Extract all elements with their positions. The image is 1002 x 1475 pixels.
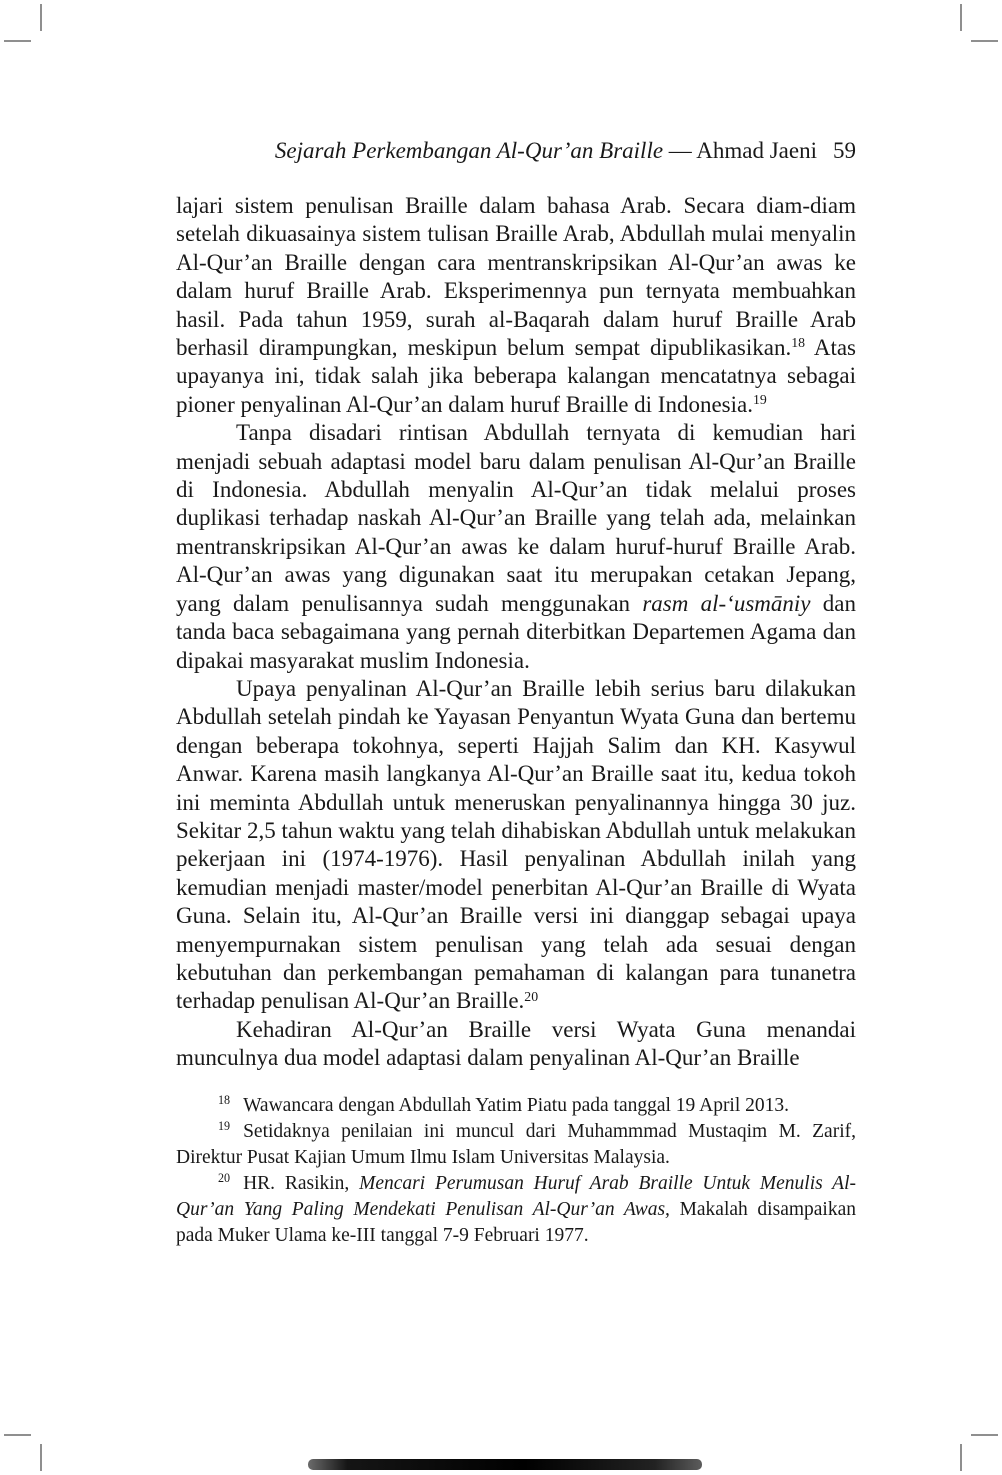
footnote-text: Setidaknya penilaian ini muncul dari Muhammmad Mustaqim M. Zarif, Direktur Pusat Kajian Umum Ilmu Islam Universitas Malaysia. [176,1120,856,1168]
running-head-title: Sejarah Perkembangan Al-Qur’an Braille [274,138,664,163]
paragraph-2 [176,419,856,675]
footnote-18 [176,1093,856,1119]
footnote-reference-19: 19 [752,392,767,408]
running-head-author: — Ahmad Jaeni [663,138,817,163]
footnote-text: Wawancara dengan Abdullah Yatim Piatu pada tanggal 19 April 2013. [243,1094,790,1116]
footnote-reference-20: 20 [524,988,539,1004]
crop-mark-bottom-left-horizontal [4,1434,31,1436]
footnote-italic-title: Mencari Perumusan Huruf Arab Braille Untuk Menulis Al-Qur’an Yang Paling Mendekati Penulisan Al-Qur’an Awas, [176,1172,856,1220]
crop-mark-bottom-right-horizontal [971,1434,998,1436]
footnote-reference-18: 18 [791,335,805,351]
footnote-20 [176,1171,856,1249]
crop-mark-top-right-vertical [960,4,962,31]
crop-mark-top-left-horizontal [4,40,31,42]
footnotes-section [176,1093,856,1249]
crop-mark-top-right-horizontal [971,40,998,42]
footnote-marker-19: 19 [218,1118,231,1133]
text-block [176,138,856,1249]
footnote-text: Makalah disampaikan pada Muker Ulama ke-III tanggal 7-9 Februari 1977. [176,1198,856,1246]
italic-term: rasm al-‘usmāniy [642,590,811,616]
paragraph-4 [176,1016,856,1073]
scan-artifact-bar [308,1459,702,1470]
footnote-text: HR. Rasikin, [243,1172,360,1194]
running-head [176,138,856,164]
footnote-19 [176,1119,856,1171]
crop-mark-bottom-left-vertical [40,1444,42,1471]
paragraph-1 [176,192,856,419]
paragraph-text: lajari sistem penulisan Braille dalam bahasa Arab. Secara diam-diam setelah dikuasainya sistem tulisan Braille Arab, Abdullah mulai menyalin Al-Qur’an Braille dengan cara mentranskripsikan Al-Qur’an awas ke dalam huruf Braille Arab. Eksperimennya pun ternyata membuahkan hasil. Pada tahun 1959, surah al-Baqarah dalam huruf Braille Arab berhasil dirampungkan, meskipun belum sempat dipublikasikan. [176,193,856,361]
footnote-marker-20: 20 [218,1170,231,1185]
paragraph-text: Atas upayanya ini, tidak salah jika beberapa kalangan mencatatnya sebagai pioner penyalinan Al-Qur’an dalam huruf Braille di Indonesia. [176,335,856,417]
paragraph-text: Kehadiran Al-Qur’an Braille versi Wyata Guna menandai munculnya dua model adaptasi dalam penyalinan Al-Qur’an Braille [176,1016,856,1071]
body-text [176,192,856,1073]
page-number: 59 [833,138,856,163]
crop-mark-top-left-vertical [40,4,42,31]
paragraph-3 [176,675,856,1016]
crop-mark-bottom-right-vertical [960,1444,962,1471]
footnote-marker-18: 18 [218,1092,231,1107]
paragraph-text: Tanpa disadari rintisan Abdullah ternyata di kemudian hari menjadi sebuah adaptasi model baru dalam penulisan Al-Qur’an Braille di Indonesia. Abdullah menyalin Al-Qur’an tidak melalui proses duplikasi terhadap naskah Al-Qur’an Braille yang telah ada, melainkan mentranskripsikan Al-Qur’an awas ke dalam huruf-huruf Braille Arab. Al-Qur’an awas yang digunakan saat itu merupakan cetakan Jepang, yang dalam penulisannya sudah menggunakan [176,420,856,616]
paragraph-text: Upaya penyalinan Al-Qur’an Braille lebih serius baru dilakukan Abdullah setelah pindah ke Yayasan Penyantun Wyata Guna dan bertemu dengan beberapa tokohnya, seperti Hajjah Salim dan KH. Kasywul Anwar. Karena masih langkanya Al-Qur’an Braille saat itu, kedua tokoh ini meminta Abdullah untuk meneruskan penyalinannya hingga 30 juz. Sekitar 2,5 tahun waktu yang telah dihabiskan Abdullah untuk melakukan pekerjaan ini (1974-1976). Hasil penyalinan Abdullah inilah yang kemudian menjadi master/model penerbitan Al-Qur’an Braille di Wyata Guna. Selain itu, Al-Qur’an Braille versi ini dianggap sebagai upaya menyempurnakan sistem penulisan yang telah ada sesuai dengan kebutuhan dan perkembangan pemahaman di kalangan para tunanetra terhadap penulisan Al-Qur’an Braille. [176,675,856,1014]
paragraph-text: dan tanda baca sebagaimana yang pernah diterbitkan Departemen Agama dan dipakai masyarakat muslim Indonesia. [176,590,857,673]
